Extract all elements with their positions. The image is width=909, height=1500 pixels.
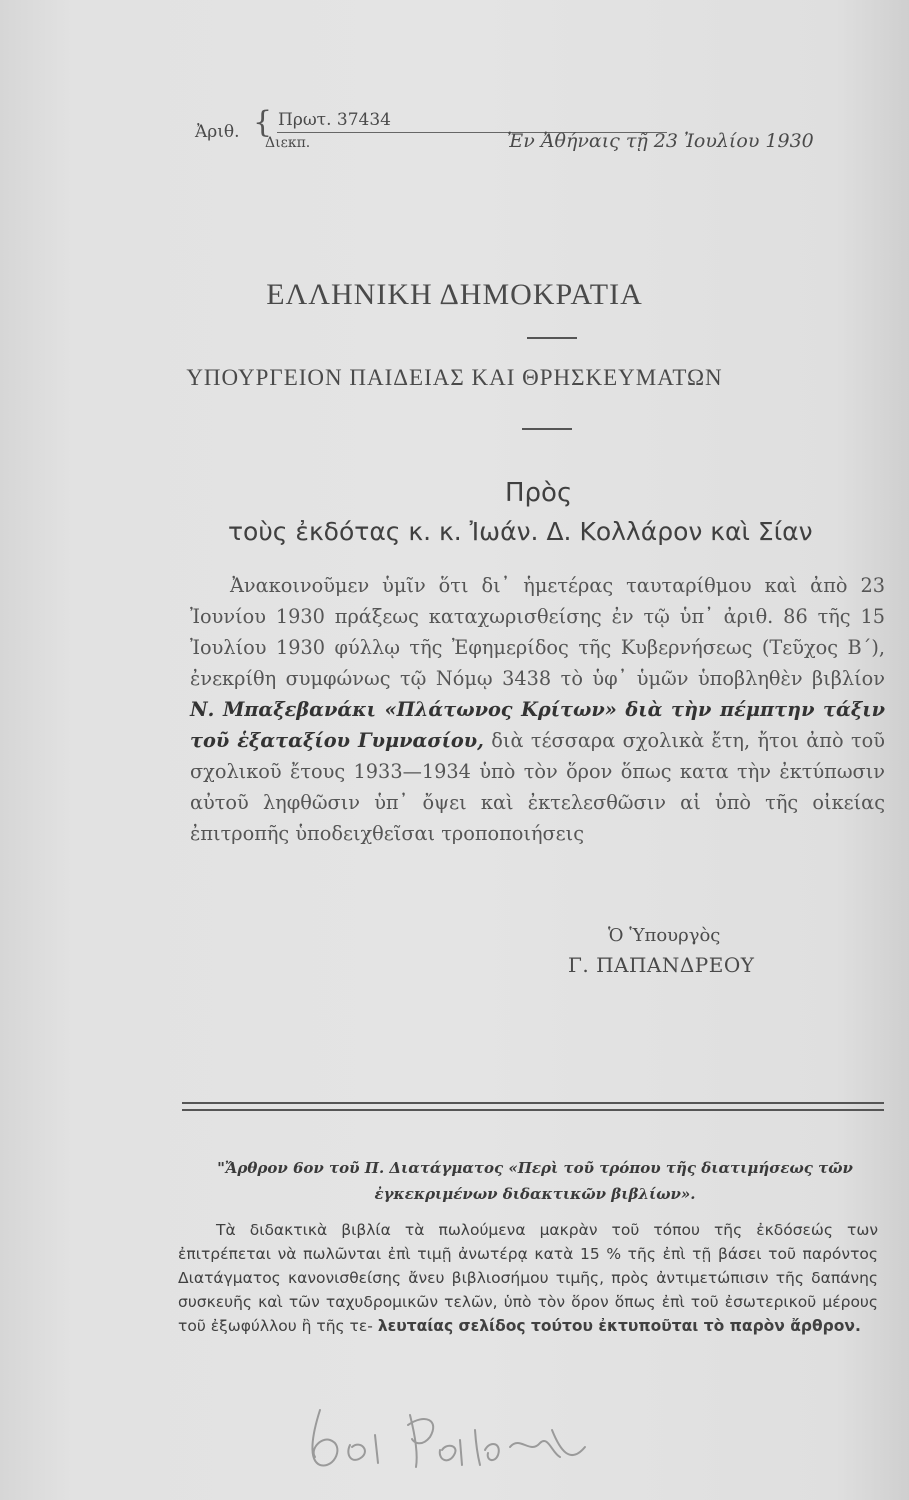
- dateline: Ἐν Ἀθήναις τῇ 23 Ἰουλίου 1930: [507, 130, 814, 152]
- ministry-divider: [522, 428, 572, 430]
- ministry-name: ΥΠΟΥΡΓΕΙΟΝ ΠΑΙΔΕΙΑΣ ΚΑΙ ΘΡΗΣΚΕΥΜΑΤΩΝ: [186, 365, 723, 390]
- addressee-recipient: τοὺς ἐκδότας κ. κ. Ἰωάν. Δ. Κολλάρον καὶ Σίαν: [228, 517, 813, 546]
- article-text: Τὰ διδακτικὰ βιβλία τὰ πωλούμενα μακρὰν τοῦ τόπου τῆς ἐκδόσεώς των ἐπιτρέπεται νὰ πωλῶνται ἐπὶ τιμῇ ἀνωτέρᾳ κατὰ 15 % τῆς ἐπὶ τῇ βάσει τοῦ παρόντος Διατάγματος κανονισθείσης ἄνευ βιβλιοσήμου τιμῆς, πρὸς ἀντιμετώπισιν τῆς δαπάνης συσκευῆς καὶ τῶν ταχυδρομικῶν τελῶν, ὑπὸ τὸν ὅρον ὅπως ἐπὶ τοῦ ἐσωτερικοῦ μέρους τοῦ ἐξωφύλλου ἢ τῆς τε-: [178, 1221, 878, 1335]
- article-heading: "Ἄρθρον 6ον τοῦ Π. Διατάγματος «Περὶ τοῦ τρόπου τῆς διατιμήσεως τῶν ἐγκεκριμένων διδακτικῶν βιβλίων».: [217, 1159, 853, 1203]
- protocol-number: Πρωτ. 37434: [278, 110, 391, 130]
- addressee-label: Πρὸς: [505, 478, 573, 508]
- letter-body: [190, 570, 885, 849]
- title-divider: [527, 337, 577, 339]
- letter-paragraph: [190, 570, 885, 849]
- signatory-name: Γ. ΠΑΠΑΝΔΡΕΟΥ: [568, 953, 755, 977]
- document-title: ΕΛΛΗΝΙΚΗ ΔΗΜΟΚΡΑΤΙΑ: [266, 278, 643, 311]
- handwritten-signature: [290, 1395, 610, 1485]
- arith-label: Ἀριθ.: [195, 122, 240, 142]
- body-part-2: διὰ τέσσαρα σχολικὰ ἔτη, ἤτοι ἀπὸ τοῦ σχολικοῦ ἔτους 1933—1934 ὑπὸ τὸν ὅρον ὅπως κατα τὴν ἐκτύπωσιν αὐτοῦ ληφθῶσιν ὑπ᾽ ὄψει καὶ ἐκτελεσθῶσιν αἱ ὑπὸ τῆς οἰκείας ἐπιτροπῆς ὑποδειχθεῖσαι τροποποιήσεις: [190, 729, 885, 845]
- article-text-last: λευταίας σελίδος τούτου ἐκτυποῦται τὸ παρὸν ἄρθρον.: [377, 1317, 861, 1335]
- article-body: [178, 1218, 878, 1338]
- brace-glyph: {: [253, 105, 273, 140]
- double-rule-divider: [182, 1102, 884, 1111]
- body-part-1: Ἀνακοινοῦμεν ὑμῖν ὅτι δι᾽ ἡμετέρας ταυταρίθμου καὶ ἀπὸ 23 Ἰουνίου 1930 πράξεως καταχωρισθείσης ἐν τῷ ὑπ᾽ ἀριθ. 86 τῆς 15 Ἰουλίου 1930 φύλλῳ τῆς Ἐφημερίδος τῆς Κυβερνήσεως (Τεῦχος Β΄), ἐνεκρίθη συμφώνως τῷ Νόμῳ 3438 τὸ ὑφ᾽ ὑμῶν ὑποβληθὲν βιβλίον: [190, 574, 885, 690]
- diekp-label: Διεκπ.: [265, 135, 311, 151]
- article-paragraph: [178, 1218, 878, 1338]
- signatory-role: Ὁ Ὑπουργὸς: [608, 925, 721, 946]
- book-title: Ν. Μπαξεβανάκι «Πλάτωνος Κρίτων» διὰ τὴν πέμπτην τάξιν τοῦ ἑξαταξίου Γυμνασίου,: [190, 698, 885, 752]
